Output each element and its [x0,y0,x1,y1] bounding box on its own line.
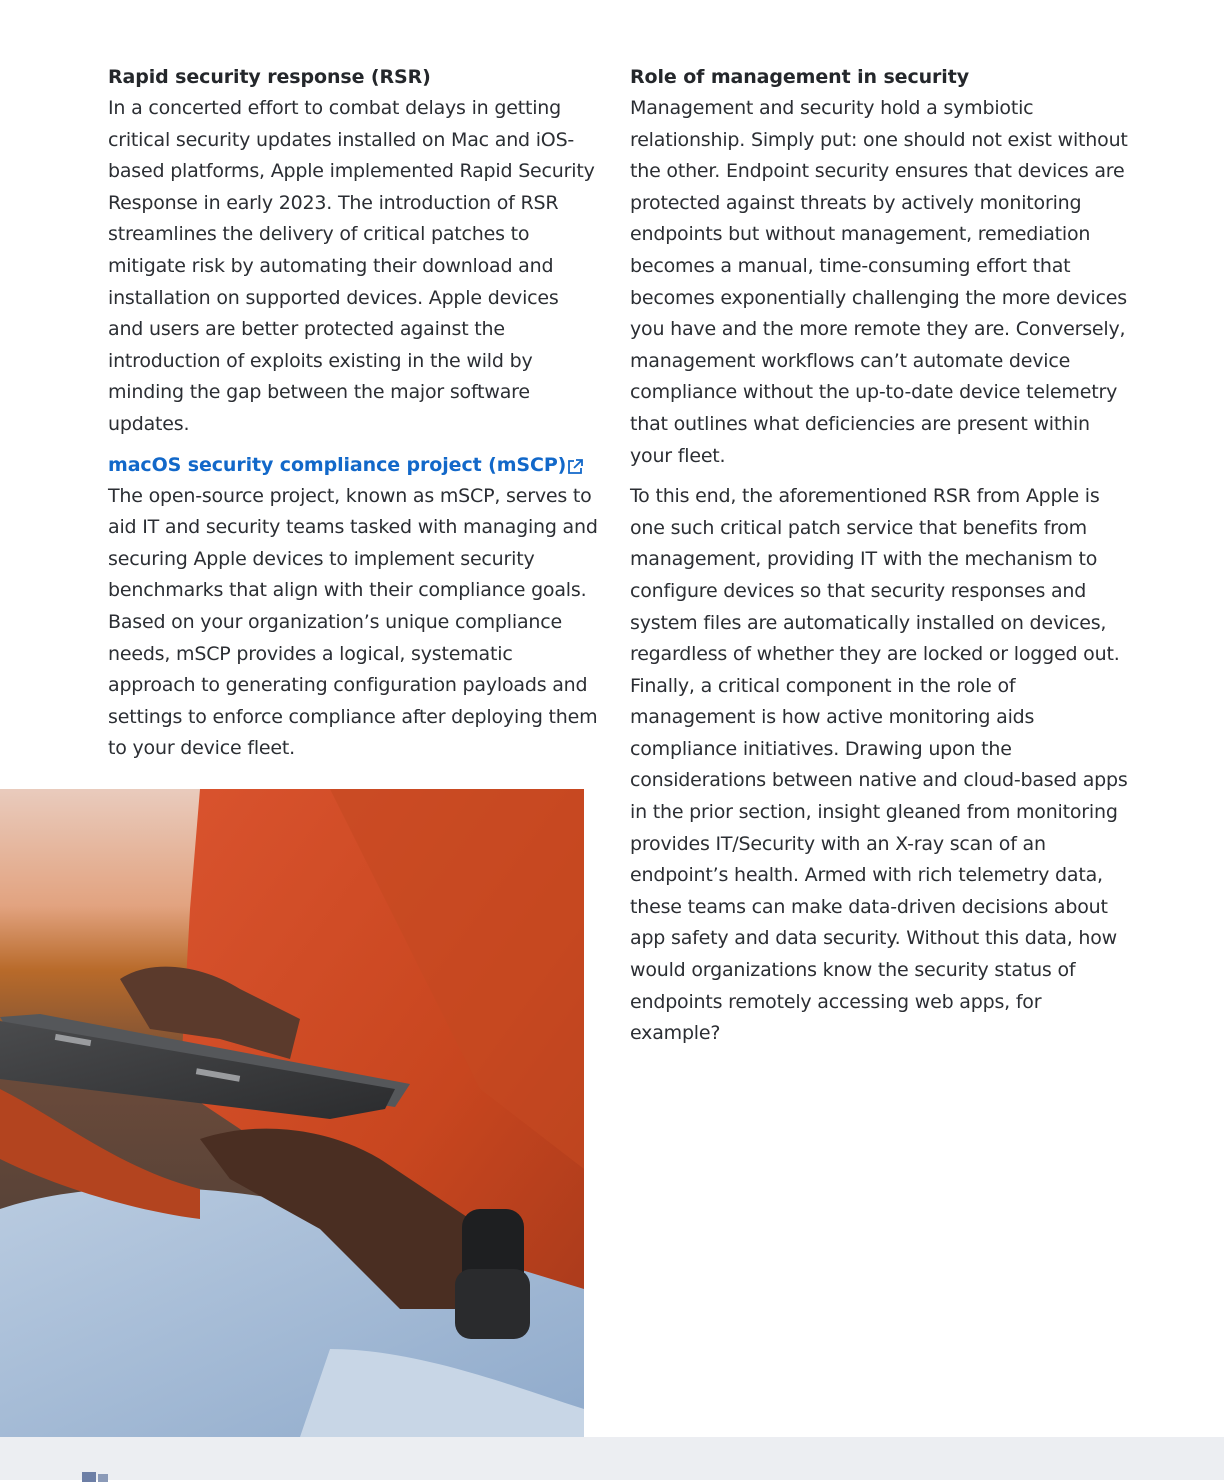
mscp-heading[interactable]: macOS security compliance project (mSCP) [108,453,567,476]
mscp-body: The open-source project, known as mSCP, serves to aid IT and security teams tasked with managing and securing Apple devices to implement security benchmarks that align with their compliance goals. Based on your organization’s unique compliance needs, mSCP provides a logical, systematic approach to generating configuration payloads and settings to enforce compliance after deploying them to your device fleet. [108,484,598,760]
tablet-user-photo [0,789,584,1437]
external-link-icon[interactable] [565,457,585,477]
right-column [630,62,1130,1050]
tablet-user-illustration [0,789,584,1437]
rsr-body: In a concerted effort to combat delays in getting critical security updates installed on Mac and iOS-based platforms, Apple implemented Rapid Security Response in early 2023. The introduction of RSR streamlines the delivery of critical patches to mitigate risk by automating their download and installation on supported devices. Apple devices and users are better protected against the introduction of exploits existing in the wild by minding the gap between the major software updates. [108,97,595,435]
management-paragraph-1: Management and security hold a symbiotic relationship. Simply put: one should not exist without the other. Endpoint security ensures that devices are protected against threats by actively monitoring endpoints but without management, remediation becomes a manual, time-consuming effort that becomes exponentially challenging the more devices you have and the more remote they are. Conversely, management workflows can’t automate device compliance without the up-to-date device telemetry that outlines what deficiencies are present within your fleet. [630,97,1128,467]
management-paragraph-2: To this end, the aforementioned RSR from Apple is one such critical patch service that benefits from management, providing IT with the mechanism to configure devices so that security responses and system files are automatically installed on devices, regardless of whether they are locked or logged out. Finally, a critical component in the role of management is how active monitoring aids compliance initiatives. Drawing upon the considerations between native and cloud-based apps in the prior section, insight gleaned from monitoring provides IT/Security with an X-ray scan of an endpoint’s health. Armed with rich telemetry data, these teams can make data-driven decisions about app safety and data security. Without this data, how would organizations know the security status of endpoints remotely accessing web apps, for example? [630,485,1128,1045]
rsr-heading: Rapid security response (RSR) [108,66,431,88]
mscp-link[interactable] [108,450,598,481]
left-column [108,62,598,765]
footer-logo [82,1472,202,1482]
management-heading: Role of management in security [630,66,969,88]
